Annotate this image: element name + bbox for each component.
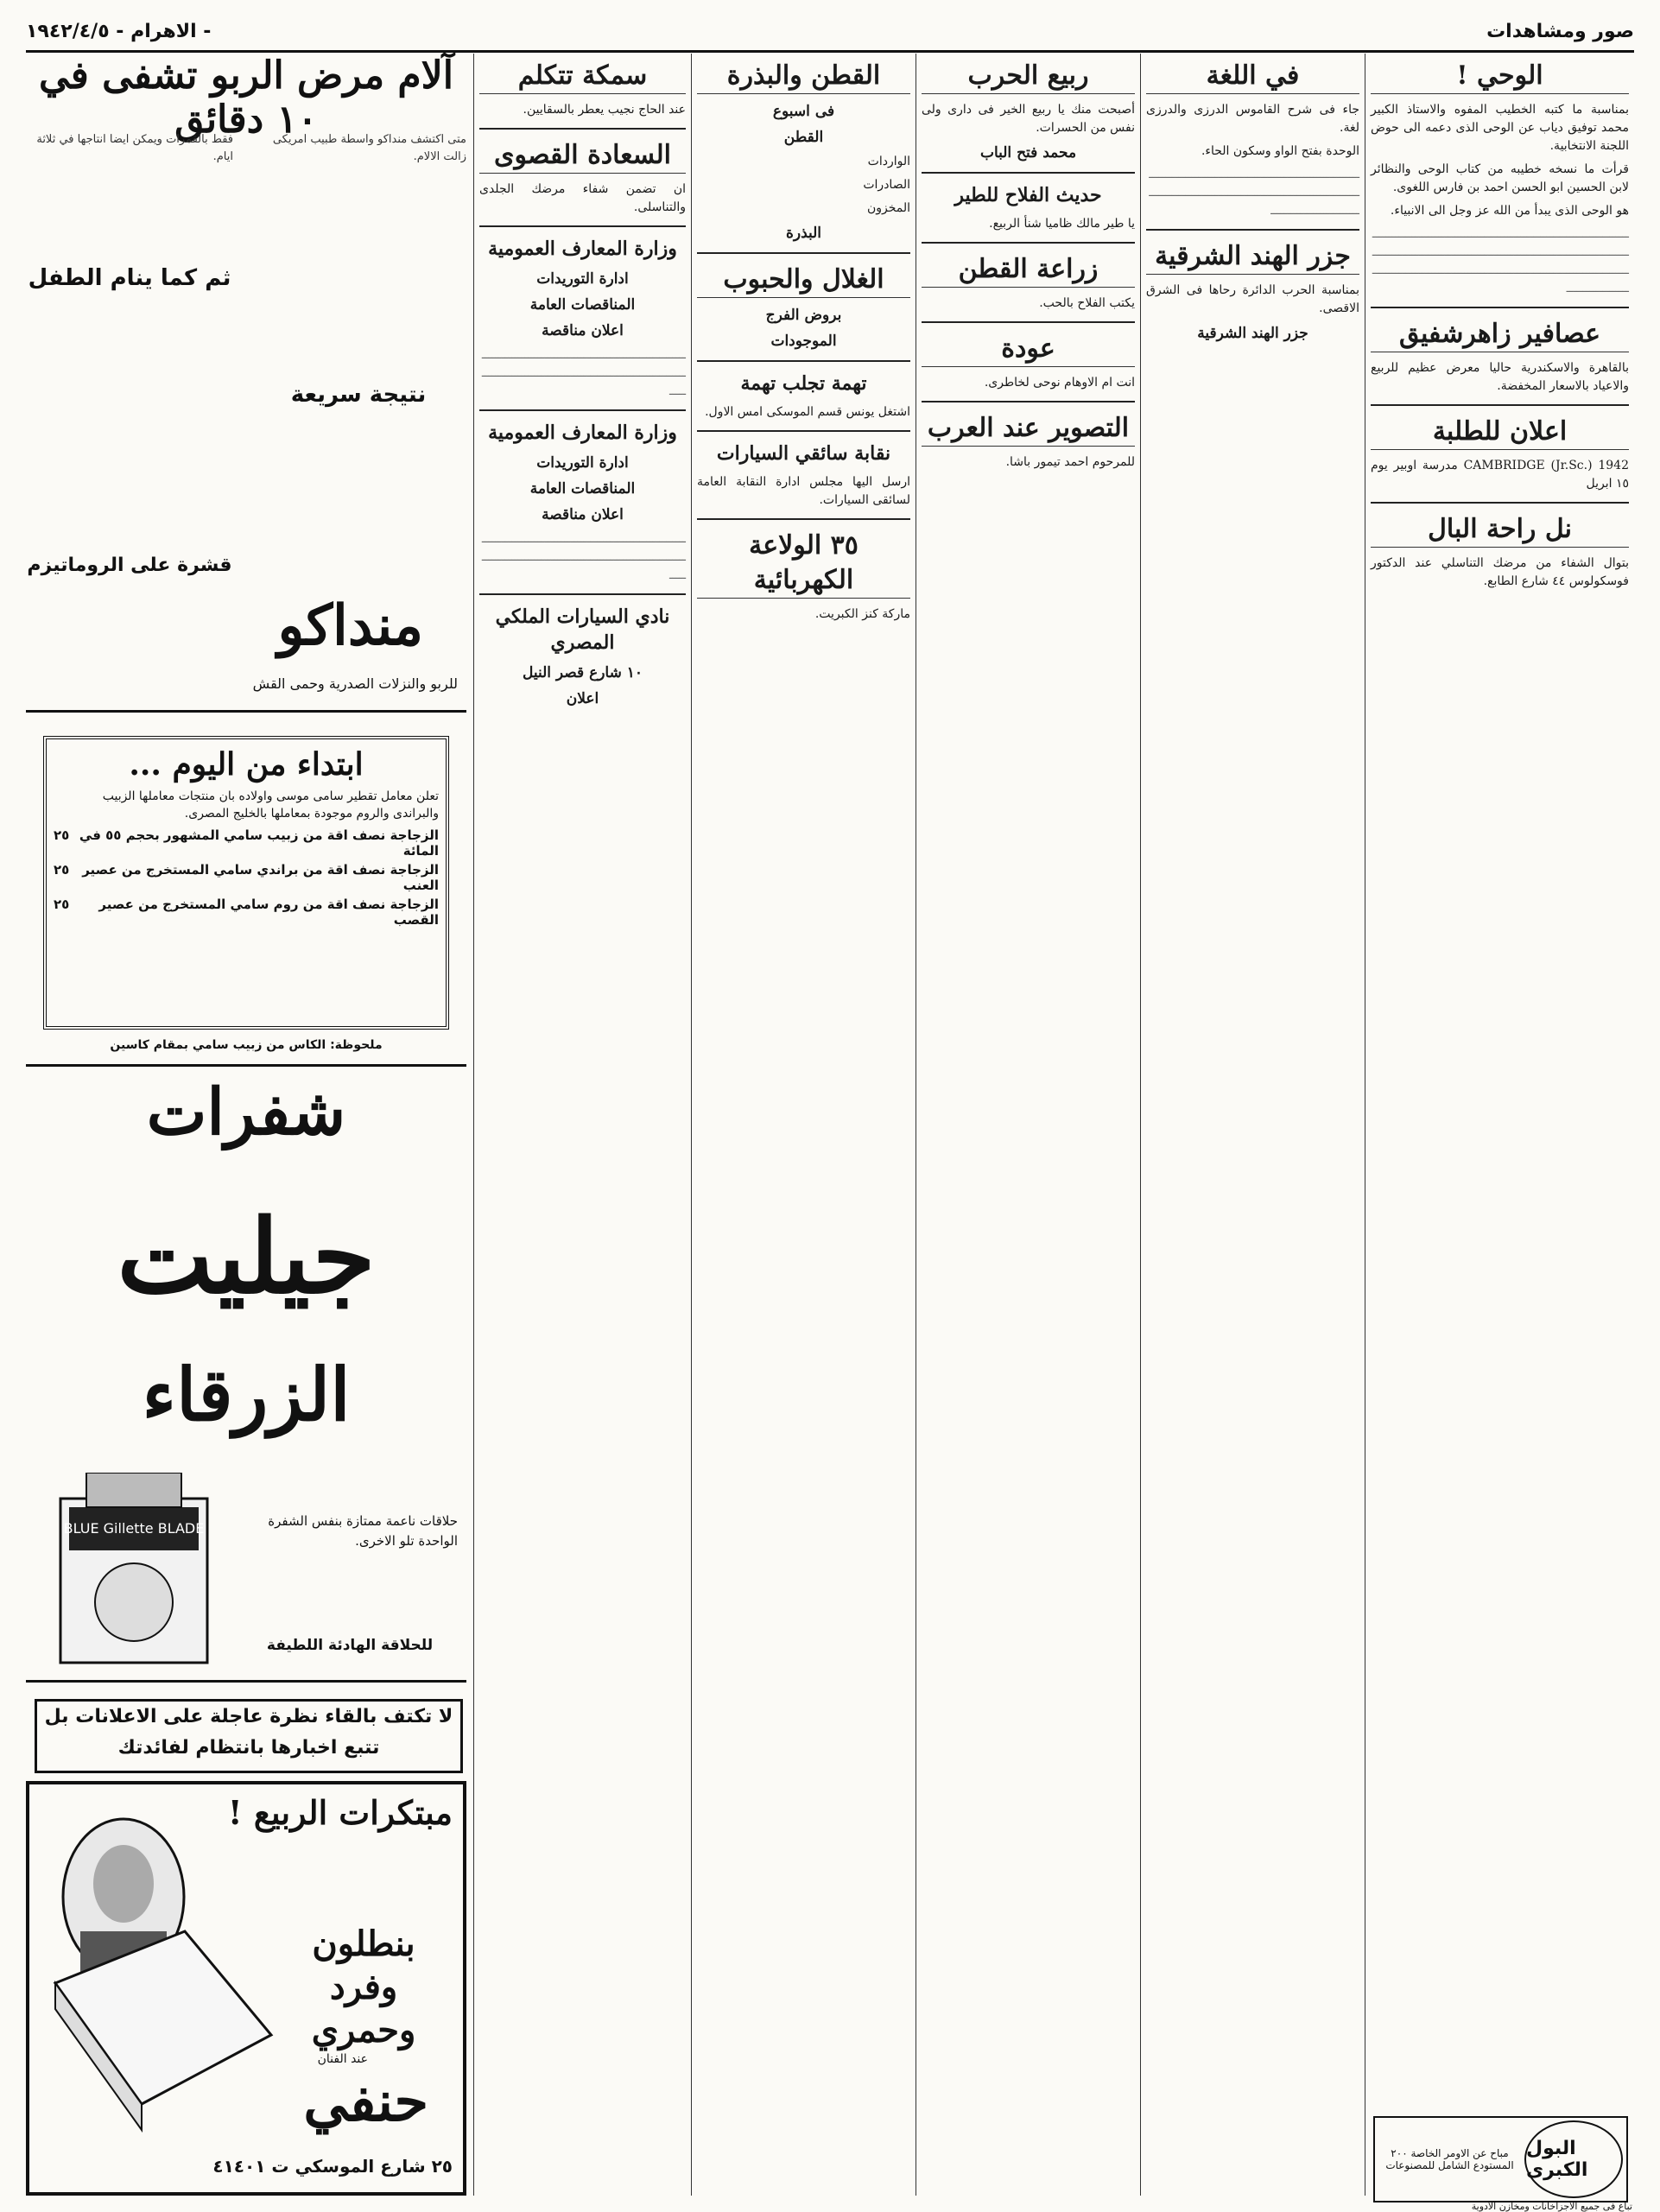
article-paragraph: ان تضمن شفاء مرضك الجلدى والتناسلى. [479, 182, 686, 214]
column-1 [1365, 54, 1634, 2196]
column-4 [691, 54, 916, 2196]
divider [922, 401, 1135, 402]
article-paragraph: 1942 CAMBRIDGE (Jr.Sc.) مدرسة اوبير يوم ١٥ ابريل [1371, 459, 1629, 491]
price-label: الزجاجة نصف اقة من زبيب سامي المشهور بحجم ٥٥ في المائة [79, 827, 439, 859]
ad-sami-head: ابتداء من اليوم ... [129, 746, 364, 783]
divider [922, 242, 1135, 244]
headline-drivers-union: نقابة سائقي السيارات [716, 442, 891, 465]
text-filler: ـــــــــــــــــــــــــــــــــــــــــــــــــــــــــــــــــــــــــــــــــــــــــــــــــــــــــــــــــــــــــــــــــــــــــــــــــــــــــــ [1149, 168, 1359, 218]
headline-accusation: تهمة تجلب تهمة [740, 372, 867, 395]
subheading: المناقصات العامة [529, 296, 636, 314]
article-paragraph: الوحدة بفتح الواو وسكون الحاء. [1201, 144, 1359, 158]
subheading: بروض الفرج [765, 307, 842, 324]
price-row [54, 827, 439, 859]
price-row [54, 897, 439, 928]
ad-asthma-brand: منداكو [277, 593, 423, 658]
article-paragraph: جاء فى شرح القاموس الدرزى والدرزى لغة. [1146, 103, 1359, 135]
article-paragraph: بالقاهرة والاسكندرية حاليا معرض عظيم للربيع والاعياد بالاسعار المخفضة. [1371, 361, 1629, 393]
headline-cotton-seed: القطن والبذرة [697, 59, 910, 94]
ad-medicine-footer: تباع فى جميع الاجزاخانات ومخازن الادوية [1471, 2201, 1632, 2212]
ad-asthma-tagline: للربو والنزلات الصدرية وحمى القش [252, 675, 458, 692]
subheading: البذرة [785, 225, 822, 242]
headline-return: عودة [922, 332, 1135, 367]
headline-asafir: عصافير زاهرشفيق [1371, 317, 1629, 352]
subheading: اعلان [566, 690, 599, 707]
price-value: ٢٥ [54, 862, 70, 878]
headline-auto-club: نادي السيارات الملكي المصري [495, 605, 670, 654]
headline-rest: نل راحة البال [1371, 512, 1629, 548]
divider [479, 225, 686, 227]
poem-line: يكتب الفلاح بالحب. [1039, 296, 1135, 310]
column-2 [1140, 54, 1365, 2196]
poem-line: انت ام الاوهام نوحى لخاطرى. [984, 376, 1135, 390]
ad-spring [26, 1781, 466, 2196]
article-paragraph: قرأت ما نسخه خطيبه من كتاب الوحى والنظائر لابن الحسين ابو الحسن احمد بن فارس اللغوى. [1371, 162, 1629, 194]
ad-asthma-title: آلام مرض الربو تشفى في ١٠ دقائق [39, 54, 453, 142]
ad-spring-at: عند الفنان [317, 2052, 368, 2066]
subheading: فى اسبوع [772, 103, 835, 120]
ad-asthma [26, 54, 466, 713]
headline-spring-war: ربيع الحرب [922, 59, 1135, 94]
headline-cotton-farming: زراعة القطن [922, 252, 1135, 288]
poem-line: أصبحت منك يا ربيع الخير فى دارى ولى نفس من الحسرات. [922, 103, 1135, 135]
ad-medicine-text: مباح عن الاومر الخاصة ٢٠٠ المستودع الشامل للمصنوعات [1385, 2147, 1514, 2171]
price-label: الزجاجة نصف اقة من روم سامي المستخرج من عصير القصب [98, 897, 439, 928]
article-paragraph: اشتغل يونس قسم الموسكى امس الاول. [705, 405, 910, 419]
headline-language: في اللغة [1146, 59, 1359, 94]
ad-medicine [1373, 2116, 1628, 2202]
ads-column [26, 54, 466, 2196]
divider [922, 321, 1135, 323]
article-paragraph: بتوال الشفاء من مرضك التناسلي عند الدكتور فوسكولوس ٤٤ شارع الطابع. [1371, 556, 1629, 588]
divider [697, 430, 910, 432]
divider [1146, 229, 1359, 231]
ad-sami-note: ملحوظة: الكاس من زبيب سامي بمقام كاسين [110, 1038, 383, 1052]
column-3 [916, 54, 1140, 2196]
subheading: اعلان مناقصة [542, 322, 624, 339]
headline-farmer: حديث الفلاح للطير [954, 184, 1102, 206]
article-paragraph: هو الوحى الذى يبدأ من الله عز وجل الى الانبياء. [1390, 204, 1629, 218]
divider [697, 518, 910, 520]
article-paragraph: بمناسبة ما كتبه الخطيب المفوه والاستاذ الكبير محمد توفيق دياب عن الوحى الذى دعمه الى حوض اللجنة الانتخابية. [1371, 103, 1629, 153]
ad-sami-body: تعلن معامل تقطير سامى موسى واولاده بان منتجات معاملها الزبيب والبراندى والروم موجودة بمعاملها بالخليج المصرى. [102, 789, 439, 821]
headline-ministry: وزارة المعارف العمومية [488, 238, 677, 260]
subheading: الموجودات [770, 333, 837, 350]
price-value: ٢٥ [54, 897, 70, 912]
masthead-section: صور ومشاهدات [1486, 21, 1634, 42]
ad-asthma-text: متى اكتشف منداكو واسطة طبيب امريكى زالت الالام. [272, 133, 466, 163]
headline-happiness: السعادة القصوى [479, 138, 686, 174]
subheading: جزر الهند الشرقية [1197, 325, 1308, 342]
divider [1371, 404, 1629, 406]
headline-arab-art: التصوير عند العرب [922, 411, 1135, 447]
article-paragraph: للمرحوم احمد تيمور باشا. [1005, 455, 1135, 469]
article-paragraph: الصادرات [863, 178, 910, 192]
text-filler: ـــــــــــــــــــــــــــــــــــــــــــــــــــــــــــــــــــــــــــــــــــــــــــــــــــــــــــــــــــــــــــــــــ [481, 349, 686, 398]
ad-gillette-footer: للحلاقة الهادئة اللطيفة [266, 1637, 434, 1654]
divider [1371, 307, 1629, 308]
ad-spring-product: بنطلون وفرد وحمري [311, 1924, 416, 2050]
subheading: ادارة التوريدات [536, 270, 629, 288]
article-paragraph: المخزون [866, 201, 910, 215]
ad-gillette-line2: جيليت [117, 1196, 376, 1316]
author: محمد فتح الباب [979, 144, 1077, 162]
divider [479, 593, 686, 595]
divider [922, 172, 1135, 174]
divider [479, 128, 686, 130]
headline-east-indies: جزر الهند الشرقية [1146, 239, 1359, 275]
subheading: القطن [783, 129, 824, 146]
blade-pack-label: BLUE Gillette BLADE [63, 1520, 205, 1537]
article-paragraph: عند الحاج نجيب يعطر بالسقايين. [523, 103, 686, 117]
ad-spring-brand: حنفي [303, 2069, 428, 2134]
article-paragraph: الواردات [867, 155, 910, 168]
ad-asthma-result: نتيجة سريعة [290, 382, 427, 408]
ad-medicine-logo: البول الكبرى [1524, 2120, 1623, 2198]
text-filler: ـــــــــــــــــــــــــــــــــــــــــــــــــــــــــــــــــــــــــــــــــــــــــــــــــــــــــــــــــــــــــــــــــ [481, 533, 686, 582]
divider [1371, 502, 1629, 504]
ad-spring-address: ٢٥ شارع الموسكي ت ٤١٤٠١ [212, 2156, 453, 2177]
divider [479, 409, 686, 411]
ad-sami [43, 736, 449, 1030]
subheading: ادارة التوريدات [536, 454, 629, 472]
subheading: ١٠ شارع قصر النيل [522, 664, 643, 681]
headline-ministry-2: وزارة المعارف العمومية [488, 421, 677, 444]
article-paragraph: ماركة كنز الكبريت. [814, 607, 910, 621]
article-paragraph: بمناسبة الحرب الدائرة رحاها فى الشرق الاقصى. [1146, 283, 1359, 315]
fabric-bolt-icon [38, 1879, 288, 2139]
ad-spring-title: مبتكرات الربيع ! [227, 1793, 453, 1832]
subheading: المناقصات العامة [529, 480, 636, 498]
headline-lighter: ٣٥ الولاعة الكهربائية [697, 529, 910, 599]
divider [697, 360, 910, 362]
headline-students: اعلان للطلبة [1371, 415, 1629, 450]
masthead-date: الاهرام - ١٩٤٢/٤/٥ - [26, 21, 212, 42]
masthead [26, 16, 1634, 53]
ad-gillette [26, 1064, 466, 1683]
column-5 [473, 54, 691, 2196]
subheading: اعلان مناقصة [542, 506, 624, 523]
headline-wahi: الوحي ! [1371, 59, 1629, 94]
divider [697, 252, 910, 254]
ad-asthma-sub: ثم كما ينام الطفل [28, 265, 231, 291]
headline-talking-fish: سمكة تتكلم [479, 59, 686, 94]
headline-grains: الغلال والحبوب [697, 263, 910, 298]
ad-gillette-line3: الزرقاء [142, 1352, 351, 1437]
price-label: الزجاجة نصف اقة من براندي سامي المستخرج من عصير العنب [82, 862, 439, 893]
blade-pack-icon [52, 1473, 216, 1671]
price-row [54, 862, 439, 893]
ad-asthma-mark: قشرة على الروماتيزم [27, 555, 232, 576]
poem-line: يا طير مالك ظاميا شنأ الربيع. [989, 217, 1135, 231]
ad-gillette-line1: شفرات [146, 1075, 346, 1150]
ad-gillette-body: حلاقات ناعمة ممتازة بنفس الشفرة الواحدة تلو الاخرى. [268, 1513, 458, 1549]
ad-asthma-text: فقط بالقمرات ويمكن ايضا انتاجها في ثلاثة ايام. [36, 133, 233, 163]
ad-notice: لا تكتف بالقاء نظرة عاجلة على الاعلانات بل تتبع اخبارها بانتظام لفائدتك [35, 1699, 463, 1773]
price-value: ٢٥ [54, 827, 70, 843]
text-filler: ـــــــــــــــــــــــــــــــــــــــــــــــــــــــــــــــــــــــــــــــــــــــــــــــــــــــــــــــــــــــــــــــــــــــــــــــــــــــــــــــــــــــــــــــــــــــــــــــــــــــــــــــــــــــــــــــــــــــــــــــــــــــــــــ [1372, 228, 1629, 295]
article-paragraph: ارسل اليها مجلس ادارة النقابة العامة لسائقى السيارات. [697, 475, 910, 507]
